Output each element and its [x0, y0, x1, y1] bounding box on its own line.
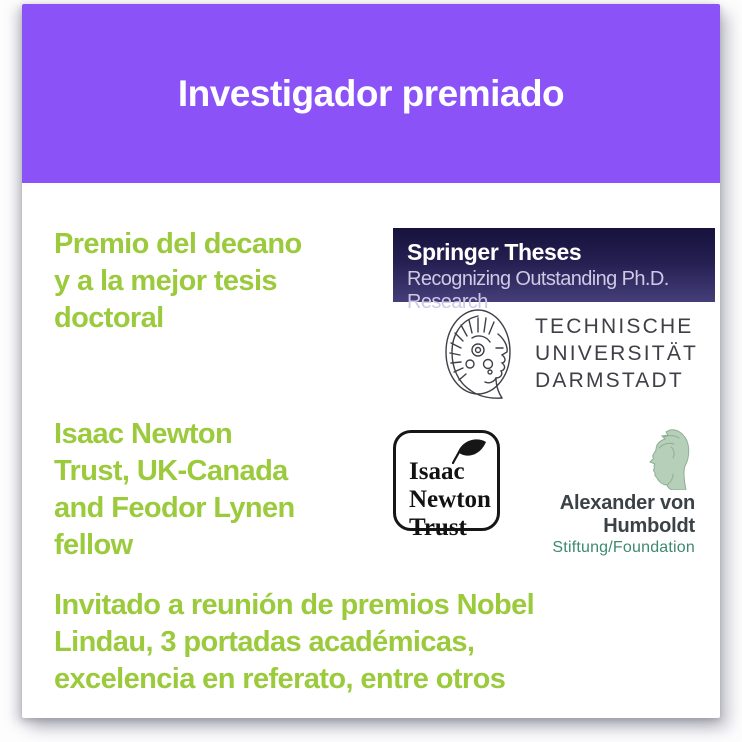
tud-line: TECHNISCHE	[535, 315, 694, 338]
award-fellowships	[54, 416, 295, 564]
humboldt-bust-icon	[647, 428, 693, 490]
award-line: fellow	[54, 529, 133, 561]
award-line: y a la mejor tesis	[54, 265, 277, 297]
tud-line: UNIVERSITÄT	[535, 342, 699, 365]
page-title: Investigador premiado	[177, 72, 565, 114]
springer-theses-subtitle: Recognizing Outstanding Ph.D. Research	[407, 268, 669, 313]
award-line: Isaac Newton	[54, 418, 233, 450]
award-line: and Feodor Lynen	[54, 492, 295, 524]
humboldt-name: Alexander von Humboldt	[559, 492, 695, 537]
tu-darmstadt-wordmark	[535, 313, 698, 394]
award-dean-best-thesis	[54, 226, 302, 337]
newton-line: Newton	[409, 486, 491, 513]
newton-line: Trust	[409, 514, 467, 541]
humboldt-subtitle: Stiftung/Foundation	[552, 539, 695, 556]
award-other-honors	[54, 587, 534, 698]
award-line: Premio del decano	[54, 228, 302, 260]
slide-card	[22, 4, 720, 718]
tud-line: DARMSTADT	[535, 369, 684, 392]
award-line: Invitado a reunión de premios Nobel	[54, 589, 535, 621]
tu-darmstadt-logo	[440, 306, 698, 401]
athena-head-icon	[440, 306, 526, 401]
award-line: excelencia en referato, entre otros	[54, 663, 506, 695]
humboldt-foundation-logo	[475, 428, 695, 557]
springer-theses-title: Springer Theses	[407, 239, 582, 265]
award-line: Trust, UK-Canada	[54, 455, 288, 487]
header-banner	[22, 4, 720, 183]
award-line: Lindau, 3 portadas académicas,	[54, 626, 475, 658]
award-line: doctoral	[54, 302, 164, 334]
newton-line: Isaac	[409, 458, 465, 485]
springer-theses-logo	[393, 228, 715, 313]
